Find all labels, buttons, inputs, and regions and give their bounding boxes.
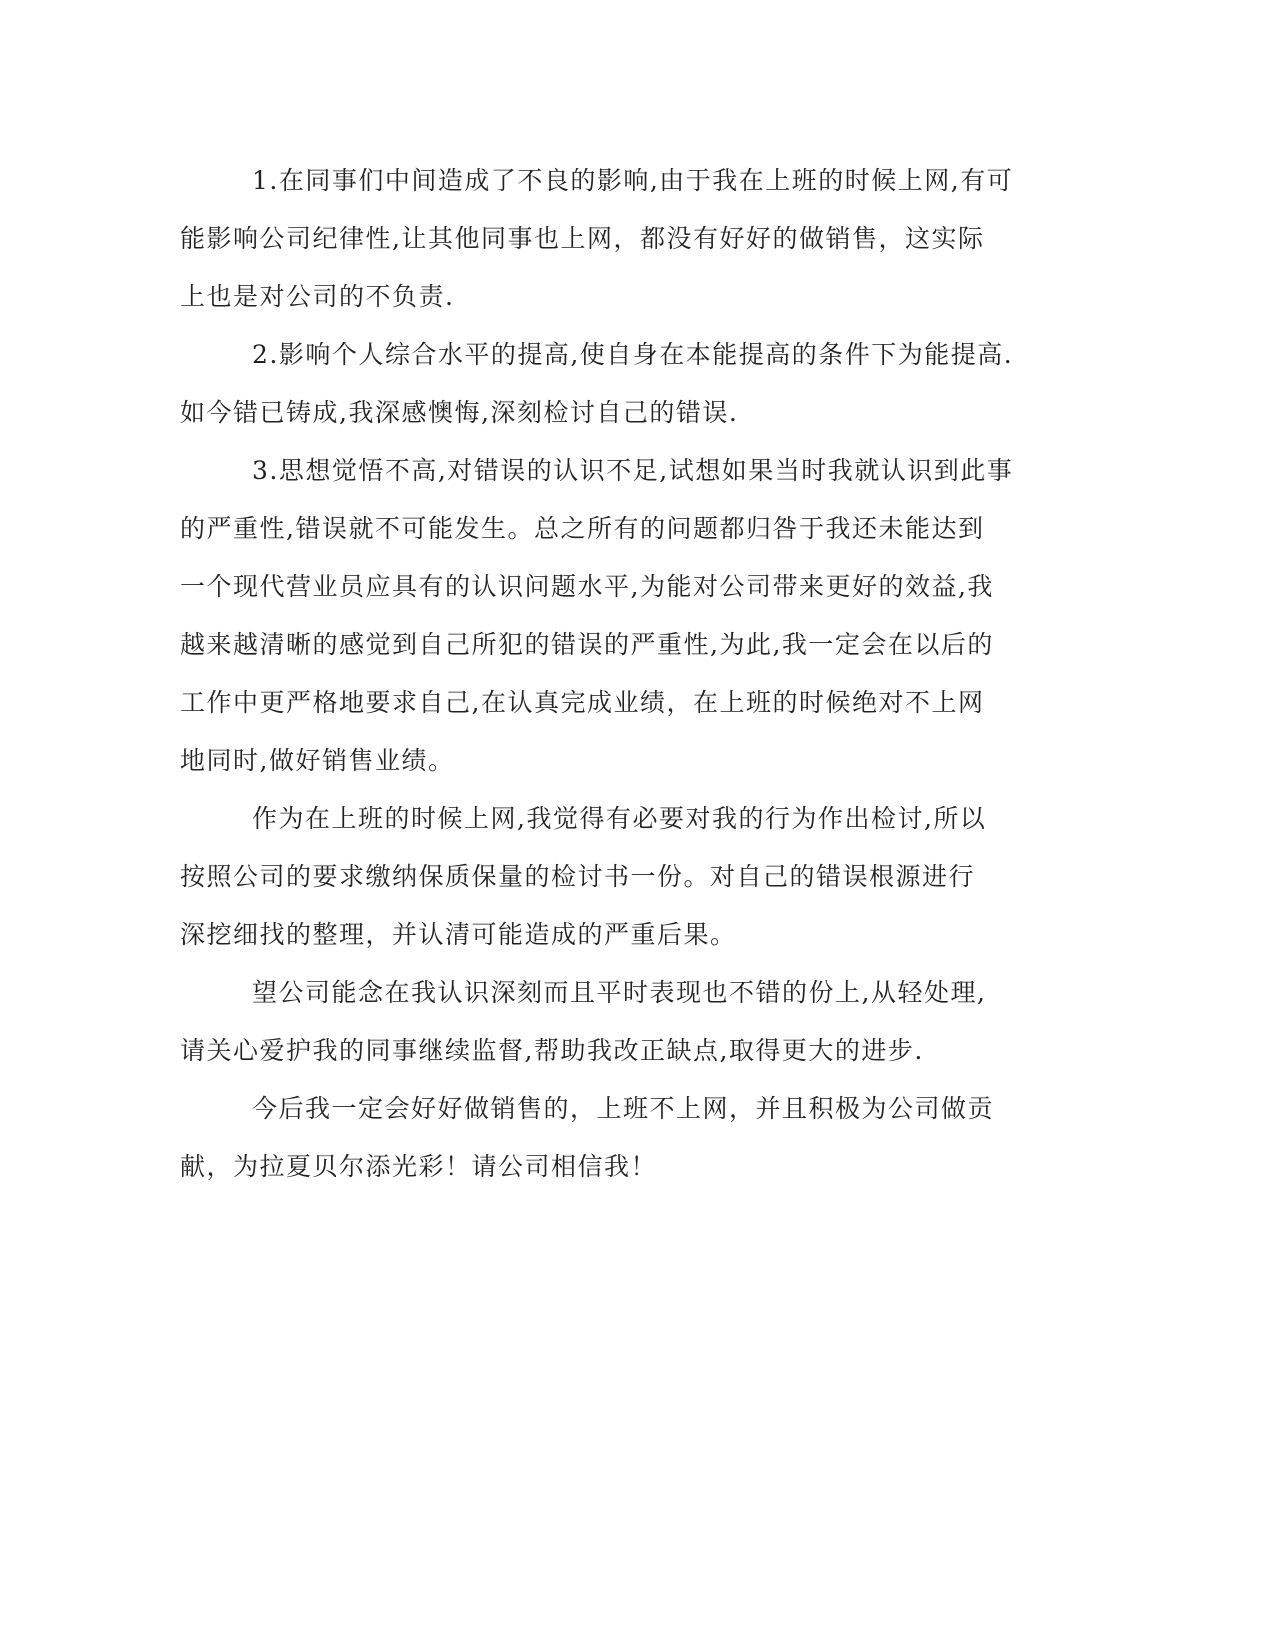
paragraph-2 — [180, 326, 1040, 442]
paragraph-line: 一个现代营业员应具有的认识问题水平,为能对公司带来更好的效益,我 — [180, 572, 994, 601]
paragraph-line: 今后我一定会好好做销售的，上班不上网，并且积极为公司做贡 — [252, 1094, 995, 1123]
paragraph-line: 工作中更严格地要求自己,在认真完成业绩，在上班的时候绝对不上网 — [180, 688, 985, 717]
paragraph-line: 上也是对公司的不负责. — [180, 282, 455, 311]
paragraph-line: 3.思想觉悟不高,对错误的认识不足,试想如果当时我就认识到此事 — [252, 456, 1014, 485]
paragraph-5 — [180, 964, 1040, 1080]
paragraph-1 — [180, 152, 1040, 326]
paragraph-line: 请关心爱护我的同事继续监督,帮助我改正缺点,取得更大的进步. — [180, 1036, 924, 1065]
paragraph-3 — [180, 442, 1040, 790]
paragraph-line: 作为在上班的时候上网,我觉得有必要对我的行为作出检讨,所以 — [252, 804, 987, 833]
paragraph-line: 能影响公司纪律性,让其他同事也上网，都没有好好的做销售，这实际 — [180, 224, 985, 253]
paragraph-line: 1.在同事们中间造成了不良的影响,由于我在上班的时候上网,有可 — [252, 166, 1014, 195]
paragraph-line: 如今错已铸成,我深感懊悔,深刻检讨自己的错误. — [180, 398, 739, 427]
paragraph-line: 望公司能念在我认识深刻而且平时表现也不错的份上,从轻处理, — [252, 978, 987, 1007]
paragraph-line: 按照公司的要求缴纳保质保量的检讨书一份。对自己的错误根源进行 — [180, 862, 976, 891]
paragraph-line: 献，为拉夏贝尔添光彩！请公司相信我！ — [180, 1152, 658, 1181]
paragraph-4 — [180, 790, 1040, 964]
paragraph-line: 2.影响个人综合水平的提高,使自身在本能提高的条件下为能提高. — [252, 340, 1014, 369]
paragraph-line: 越来越清晰的感觉到自己所犯的错误的严重性,为此,我一定会在以后的 — [180, 630, 994, 659]
paragraph-line: 的严重性,错误就不可能发生。总之所有的问题都归咎于我还未能达到 — [180, 514, 985, 543]
paragraph-6 — [180, 1080, 1040, 1196]
paragraph-line: 地同时,做好销售业绩。 — [180, 746, 455, 775]
document-body — [180, 152, 1040, 1196]
paragraph-line: 深挖细找的整理，并认清可能造成的严重后果。 — [180, 920, 737, 949]
